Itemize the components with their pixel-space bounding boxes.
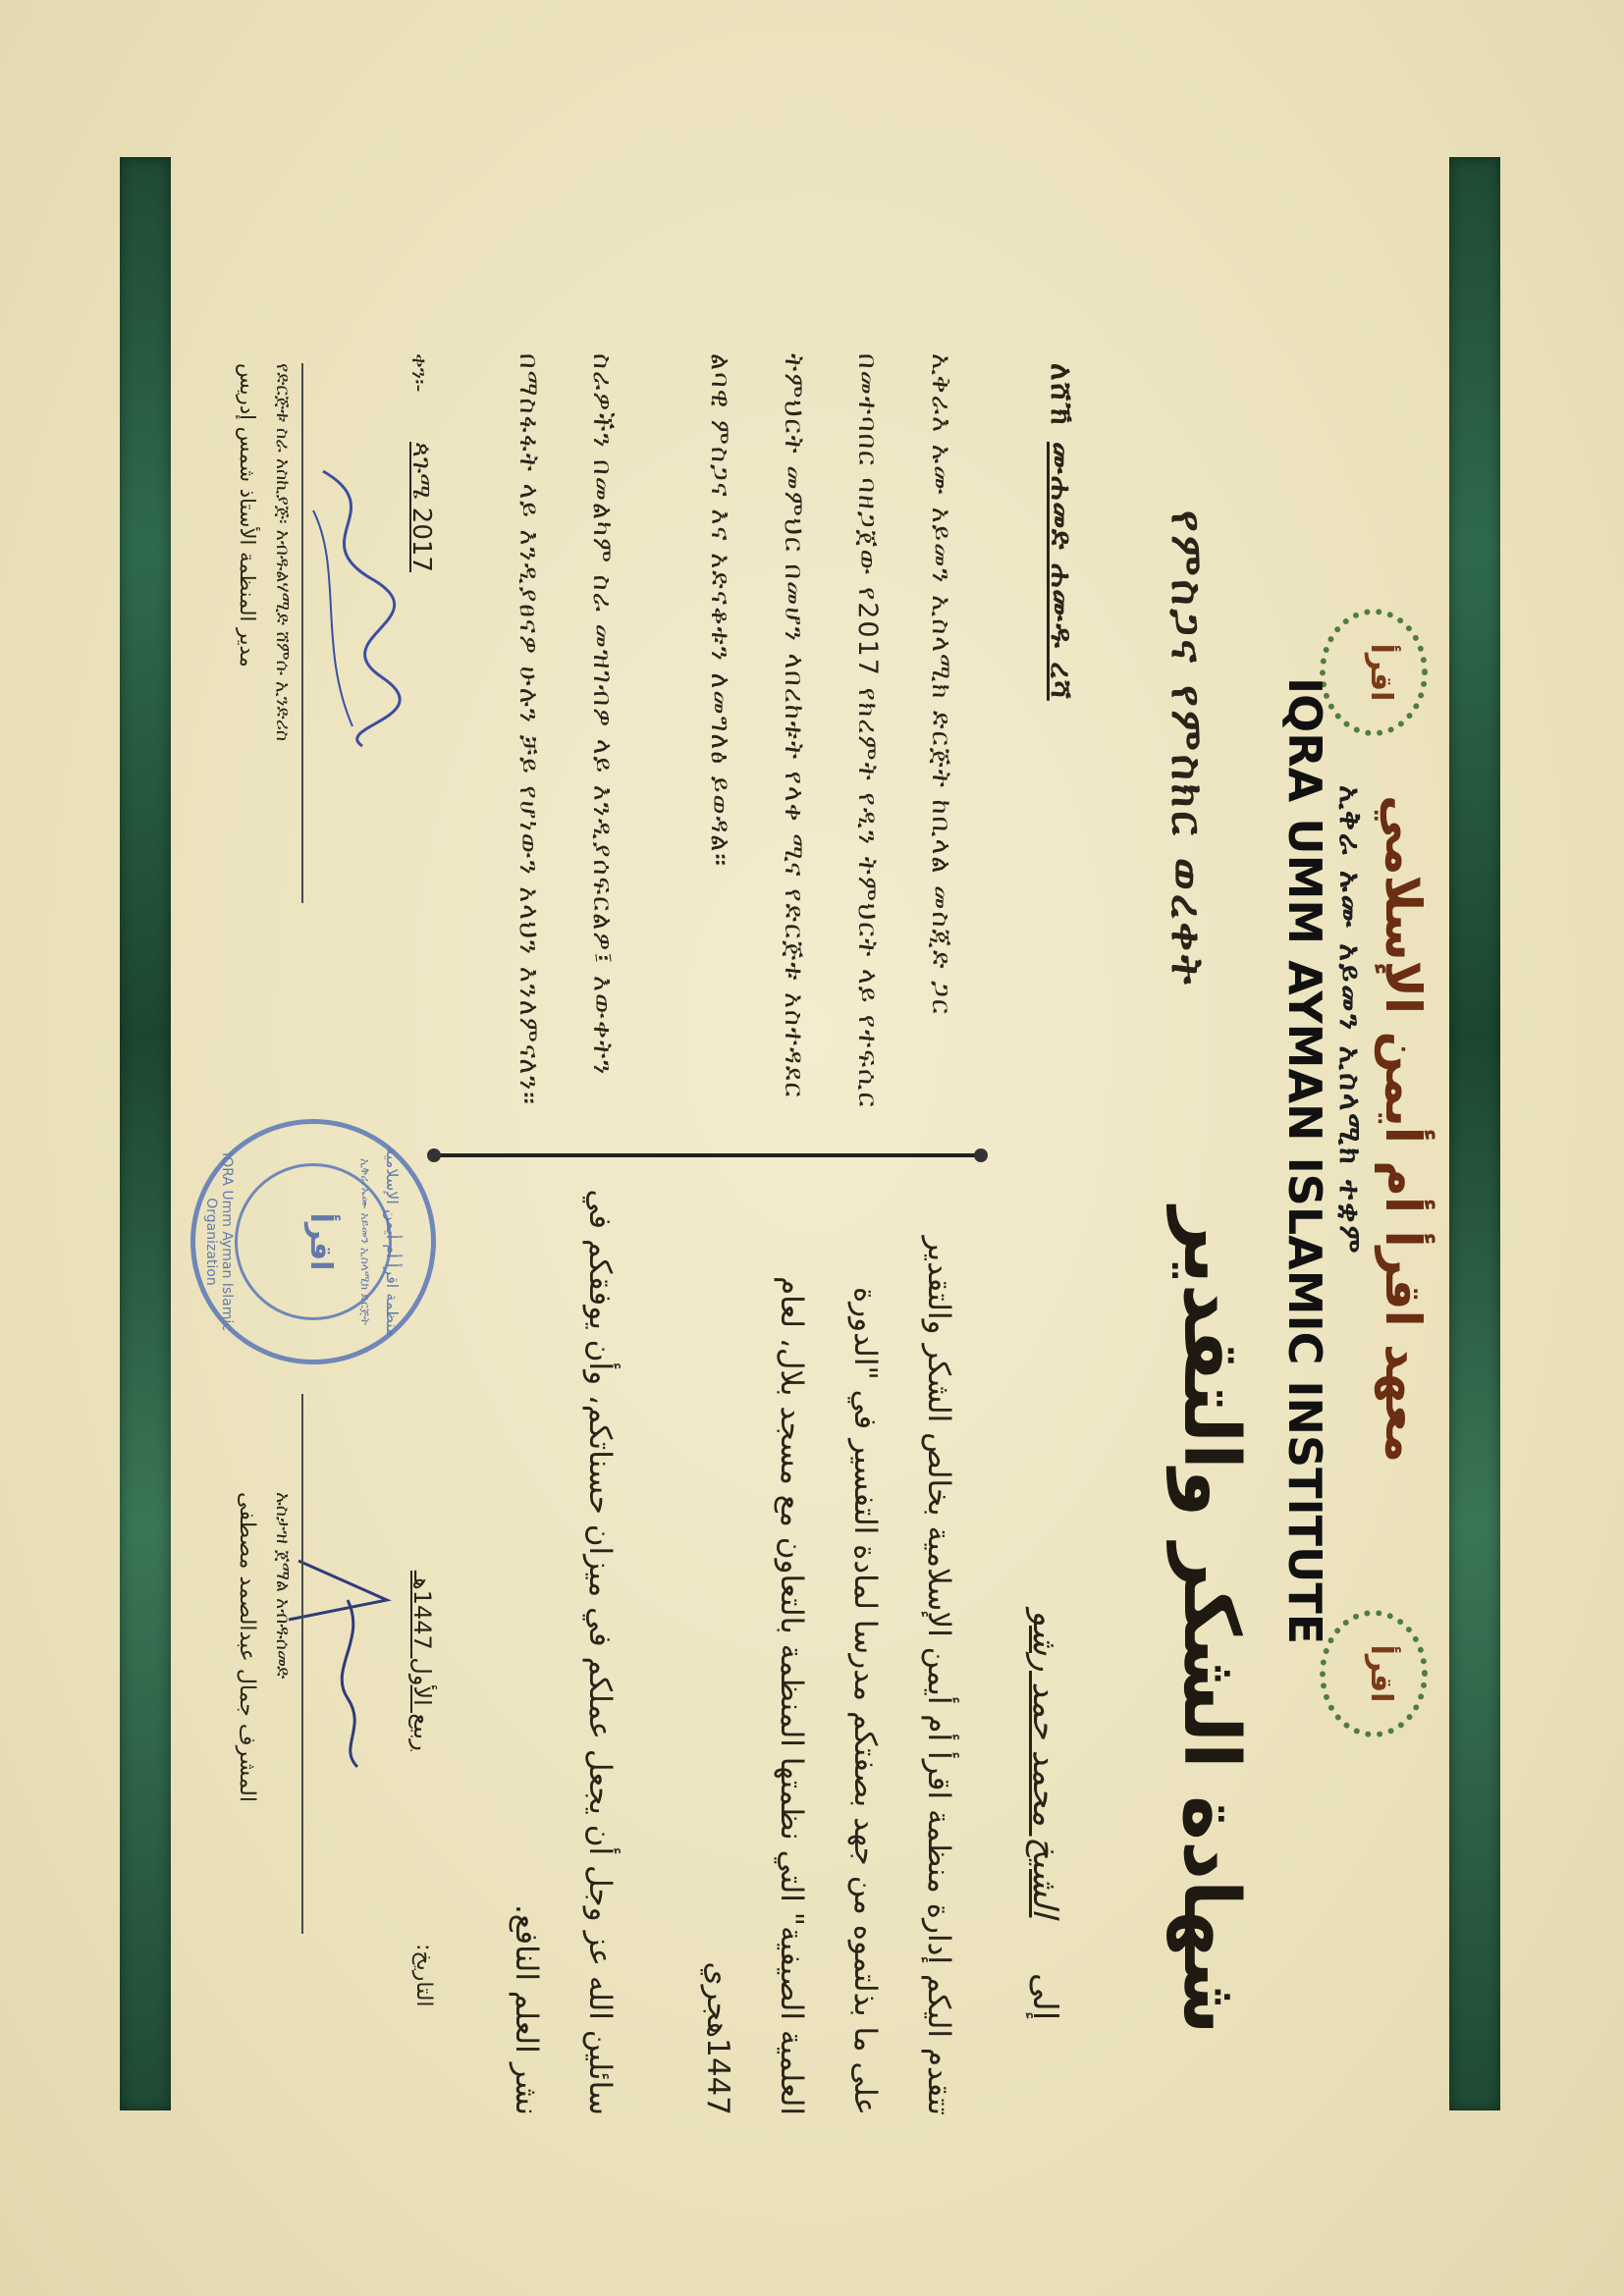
- arabic-date-value: ربيع الأول 1447هـ: [408, 1571, 436, 1751]
- arabic-body-line: نشر العلم النافع.: [509, 1903, 544, 2115]
- amharic-recipient-name: ሙሐመድ ሐሙዱ ረሻ: [1044, 442, 1078, 701]
- amharic-body-line: በመተባበር ባዘጋጀው የ2017 የክረምት የዲን ትምህርት ላይ የተፍሲር: [852, 353, 883, 1109]
- right-signatory-amharic: ኡስታዝ ጀማል አብዱሰመድ: [272, 1492, 294, 1680]
- top-decorative-band: [1449, 157, 1500, 2110]
- arabic-body-line: تتقدم اليكم إدارة منظمة اقرأ أم أيمن الإسلامية بخالص الشكر والتقدير: [921, 1236, 956, 2115]
- stamp-top-text: منظمة اقرأ أم أيمن الإسلامية: [383, 1147, 402, 1337]
- logo-text: اقرأ: [1364, 643, 1398, 702]
- arabic-title: شهادة الشكر والتقدير: [1166, 1207, 1255, 2035]
- left-signature-line: [301, 363, 303, 903]
- left-signatory: የድርጅቱ ስራ አስኪያጅ፡ አብዱልሃሚድ ሸምሱ ኢንድሪስ: [272, 363, 294, 741]
- stamp-center: اقرأ: [303, 1212, 338, 1271]
- left-logo: [1320, 609, 1428, 736]
- amharic-body-line: በማስፋፋት ላይ እንዲያፀናዎ ሁሉን ቻይ የሆነውን አላህን እንለምናለን።: [514, 353, 544, 1106]
- arabic-body-line: 1447هجري: [700, 1961, 735, 2115]
- center-divider: [431, 1153, 981, 1157]
- organization-stamp: [190, 1119, 436, 1364]
- amharic-recipient-prefix: ለሸኽ: [1044, 363, 1078, 427]
- amharic-body-line: ትምህርት መምህር በመሆን ላበረከቱት የላቀ ሚና የድርጅቱ አስተዳደር: [779, 353, 809, 1099]
- amharic-date-value: ጳጉሜ 2017: [406, 442, 436, 572]
- arabic-recipient-prefix: إلى: [1025, 1973, 1064, 2021]
- right-logo: [1320, 1610, 1428, 1737]
- right-signature-line: [301, 1394, 303, 1934]
- institute-english-name: IQRA UMM AYMAN ISLAMIC INSTITUTE: [1278, 677, 1331, 1645]
- amharic-body-line: ስራዎችን በመልካም ስራ መዝገብዎ ላይ እንዲያሰፍርልዎ፤ እውቀትን: [587, 353, 618, 1077]
- left-signatory-arabic: مدير المنظمة الأستاذ شمس إدريس: [236, 363, 259, 667]
- stamp-bottom-text: IQRA Umm Ayman Islamic Organization: [203, 1152, 235, 1331]
- arabic-body-line: سائلين الله عز وجل أن يجعل عملكم في ميزان حسناتكم، وأن يوفقكم في: [582, 1189, 618, 2115]
- arabic-body-line: على ما بذلتموه من جهد بصفتكم مدرسا لمادة التفسير في "الدورة: [847, 1286, 883, 2115]
- stamp-mid-text: ኢቅራ ኡሙ አይመን ኢስላሚክ ድርጅት: [358, 1158, 372, 1325]
- right-signatory: المشرف جمال عبدالصمد مصطفى: [235, 1492, 259, 1802]
- arabic-date-label: التاريخ:: [411, 1944, 436, 2007]
- bottom-decorative-band: [120, 157, 171, 2110]
- left-signature: [294, 452, 411, 766]
- amharic-date-label: ቀን፡-: [406, 353, 431, 393]
- arabic-body-line: العلمية الصيفية" التي نظمتها المنظمة بالتعاون مع مسجد بلال، لعام: [774, 1275, 809, 2115]
- logo-text: اقرأ: [1364, 1644, 1398, 1703]
- amharic-body-line: ልባዊ ምስጋና እና አድናቆቱን ለመግለፅ ይወዳል።: [705, 353, 735, 869]
- institute-arabic-name: معهد اقرأ أم أيمن الإسلامي: [1375, 795, 1432, 1464]
- divider-dot-top: [974, 1148, 988, 1162]
- amharic-title: የምስጋና የምስክር ወረቀት: [1162, 510, 1212, 988]
- amharic-body-line: ኢቅራእ ኡሙ አይመን ኢስላሚክ ድርጅት ከቢላል መስጂድ ጋር: [926, 353, 956, 1016]
- institute-amharic-name: ኢቅራ ኡሙ አይመን ኢስላሚክ ተቋም: [1332, 785, 1367, 1256]
- arabic-recipient-name: الشيخ محمد حمد رشو: [1025, 1610, 1064, 1918]
- divider-dot-bottom: [427, 1148, 441, 1162]
